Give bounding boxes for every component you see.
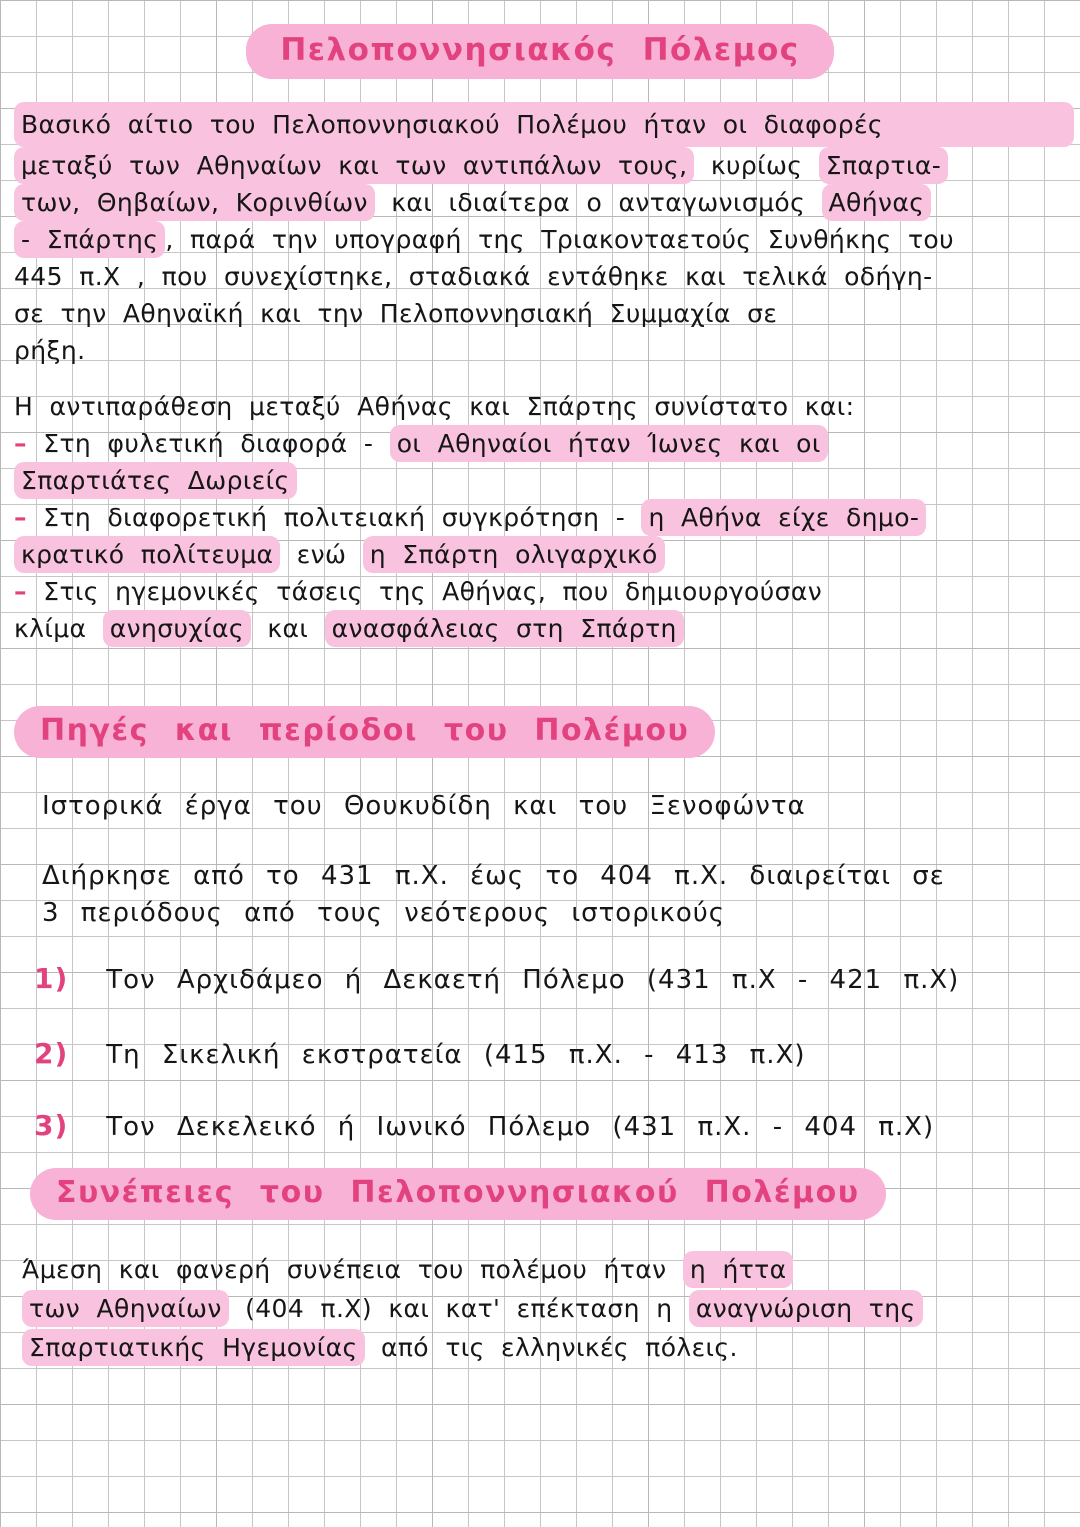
text-span: 3 περιόδους από τους νεότερους ιστορικούς (42, 898, 726, 928)
war-period-item (34, 960, 1074, 999)
text-line (14, 499, 1074, 536)
text-line (34, 1107, 1074, 1146)
section-sources (14, 706, 1074, 758)
text-line (22, 1289, 1074, 1328)
war-period-item (34, 1035, 1074, 1074)
text-span: ενώ (280, 540, 363, 569)
highlight-span: Βασικό αίτιο του Πελοποννησιακού Πολέμου ήταν οι διαφορές (14, 102, 1074, 147)
highlight-span: ανασφάλειας στη Σπάρτη (325, 610, 684, 647)
sources-line (42, 788, 1074, 825)
text-span: (404 π.Χ) και κατ' επέκταση η (228, 1294, 689, 1323)
highlight-span: η Αθήνα είχε δημο- (641, 499, 926, 536)
text-span: κυρίως (694, 151, 819, 180)
text-line (14, 332, 1074, 369)
highlight-span: μεταξύ των Αθηναίων και των αντιπάλων τους, (14, 147, 694, 184)
period-text: Τον Δεκελεικό ή Ιωνικό Πόλεμο (431 π.Χ. - 404 π.Χ) (106, 1112, 935, 1142)
text-line (14, 221, 1074, 258)
text-line (14, 573, 1074, 610)
highlight-span: οι Αθηναίοι ήταν Ίωνες και οι (390, 425, 828, 462)
period-number: 3) (34, 1109, 69, 1142)
text-line (42, 895, 1074, 932)
highlight-span: Σπαρτιατικής Ηγεμονίας (22, 1329, 365, 1366)
highlight-span: των Αθηναίων (22, 1290, 229, 1327)
page-title: Πελοποννησιακός Πόλεμος (246, 24, 833, 79)
highlight-span: αναγνώριση της (689, 1290, 923, 1327)
highlight-span: ανησυχίας (103, 610, 251, 647)
title-row (0, 24, 1080, 79)
sources-line-block (42, 788, 1074, 825)
text-line (34, 1035, 1074, 1074)
text-span: Στη φυλετική διαφορά - (26, 429, 390, 458)
text-span: Στις ηγεμονικές τάσεις της Αθήνας, που δημιουργούσαν (26, 577, 823, 606)
highlight-span: κρατικό πολίτευμα (14, 536, 280, 573)
period-number: 1) (34, 962, 69, 995)
dash-bullet: – (14, 503, 27, 532)
dash-bullet: – (14, 429, 27, 458)
paragraph-consequences (22, 1250, 1074, 1367)
war-period-item (34, 1107, 1074, 1146)
highlight-span: Αθήνας (822, 184, 932, 221)
paragraph-duration (42, 858, 1074, 932)
text-line (14, 102, 1074, 147)
paragraph-confrontation (14, 388, 1074, 647)
text-span: Ιστορικά έργα του Θουκυδίδη και του Ξενοφώντα (42, 791, 806, 821)
text-line (14, 610, 1074, 647)
paragraph-causes (14, 102, 1074, 369)
text-line (14, 258, 1074, 295)
section-consequences (30, 1168, 1074, 1220)
text-span: Άμεση και φανερή συνέπεια του πολέμου ήταν (22, 1255, 683, 1284)
text-span: και (251, 614, 325, 643)
section-heading-consequences: Συνέπειες του Πελοποννησιακού Πολέμου (30, 1168, 886, 1220)
text-line (14, 147, 1074, 184)
text-span: Η αντιπαράθεση μεταξύ Αθήνας και Σπάρτης συνίστατο και: (14, 392, 855, 421)
highlight-span: - Σπάρτης (14, 221, 165, 258)
text-line (14, 388, 1074, 425)
period-number: 2) (34, 1037, 69, 1070)
period-text: Τον Αρχιδάμεο ή Δεκαετή Πόλεμο (431 π.Χ - 421 π.Χ) (106, 965, 960, 995)
text-span: ρήξη. (14, 336, 86, 365)
text-span: Διήρκησε από το 431 π.Χ. έως το 404 π.Χ. διαιρείται σε (42, 861, 945, 891)
highlight-span: των, Θηβαίων, Κορινθίων (14, 184, 375, 221)
text-line (14, 536, 1074, 573)
text-span: σε την Αθηναϊκή και την Πελοποννησιακή Συμμαχία σε (14, 299, 778, 328)
text-line (14, 462, 1074, 499)
dash-bullet: – (14, 577, 27, 606)
text-span: από τις ελληνικές πόλεις. (364, 1333, 738, 1362)
section-heading-sources: Πηγές και περίοδοι του Πολέμου (14, 706, 715, 758)
period-text: Τη Σικελική εκστρατεία (415 π.Χ. - 413 π.Χ) (106, 1040, 806, 1070)
text-line (42, 858, 1074, 895)
highlight-span: η ήττα (683, 1251, 794, 1288)
text-line (14, 184, 1074, 221)
text-line (22, 1250, 1074, 1289)
text-span: και ιδιαίτερα ο ανταγωνισμός (374, 188, 822, 217)
text-line (34, 960, 1074, 999)
text-span: κλίμα (14, 614, 103, 643)
text-line (14, 295, 1074, 332)
highlight-span: Σπαρτιάτες Δωριείς (14, 462, 297, 499)
text-line (22, 1328, 1074, 1367)
highlight-span: η Σπάρτη ολιγαρχικό (363, 536, 665, 573)
text-line (14, 425, 1074, 462)
text-span: Στη διαφορετική πολιτειακή συγκρότηση - (26, 503, 642, 532)
text-span: , παρά την υπογραφή της Τριακονταετούς Συνθήκης του (165, 225, 954, 254)
highlight-span: Σπαρτια- (819, 147, 948, 184)
text-span: 445 π.Χ , που συνεχίστηκε, σταδιακά εντάθηκε και τελικά οδήγη- (14, 262, 933, 291)
